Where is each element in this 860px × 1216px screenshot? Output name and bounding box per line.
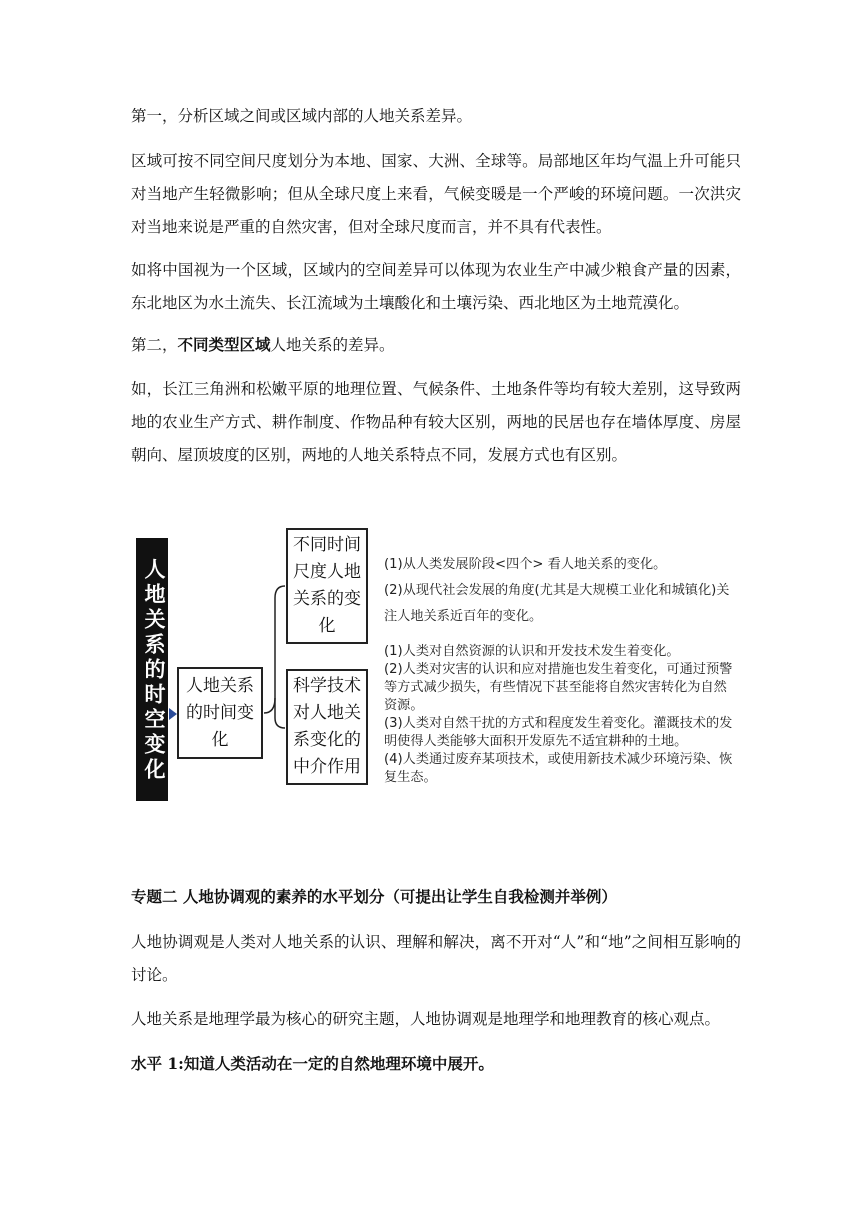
paragraph-1: 第一，分析区域之间或区域内部的人地关系差异。: [131, 107, 473, 125]
section-2-paragraph-1: 人地协调观是人类对人地关系的认识、理解和解决，离不开对“人”和“地”之间相互影响的讨论。: [131, 933, 741, 984]
diagram-bottom-box-text: 科学技术对人地关系变化的中介作用: [293, 676, 361, 777]
diagram-top-notes: [384, 552, 734, 630]
section-2-paragraph-2: 人地关系是地理学最为核心的研究主题，人地协调观是地理学和地理教育的核心观点。: [131, 1010, 721, 1028]
bottom-note-2: (2)人类对灾害的认识和应对措施也发生着变化，可通过预警等方式减少损失，有些情况下甚至能将自然灾害转化为自然资源。: [384, 662, 733, 713]
paragraph-2: 区域可按不同空间尺度划分为本地、国家、大洲、全球等。局部地区年均气温上升可能只对当地产生轻微影响；但从全球尺度上来看，气候变暖是一个严峻的环境问题。一次洪灾对当地来说是严重的自然灾害，但对全球尺度而言，并不具有代表性。: [131, 152, 741, 236]
concept-diagram: [134, 528, 734, 818]
diagram-bottom-box: [286, 669, 368, 785]
diagram-mid-box-text: 人地关系的时间变化: [186, 675, 254, 750]
paragraph-4-suffix: 人地关系的差异。: [270, 336, 395, 354]
bottom-note-1: (1)人类对自然资源的认识和开发技术发生着变化。: [384, 644, 680, 659]
diagram-bottom-notes: [384, 643, 734, 787]
section-2-heading: 专题二 人地协调观的素养的水平划分（可提出让学生自我检测并举例）: [131, 887, 617, 906]
paragraph-4-prefix: 第二，: [131, 336, 178, 354]
bottom-note-4: (4)人类通过废弃某项技术，或使用新技术减少环境污染、恢复生态。: [384, 752, 733, 785]
diagram-vertical-title: 人地关系的时空变化: [136, 538, 168, 801]
diagram-mid-box: [177, 667, 263, 759]
diagram-top-box-text: 不同时间尺度人地关系的变化: [293, 535, 361, 636]
arrow-right-icon: [169, 708, 177, 720]
paragraph-3: 如将中国视为一个区域，区域内的空间差异可以体现为农业生产中减少粮食产量的因素，东北地区为水土流失、长江流域为土壤酸化和土壤污染、西北地区为土地荒漠化。: [131, 261, 741, 312]
diagram-top-box: [286, 528, 368, 644]
bottom-note-3: (3)人类对自然干扰的方式和程度发生着变化。灌溉技术的发明使得人类能够大面积开发原先不适宜耕种的土地。: [384, 716, 733, 749]
paragraph-4-bold: 不同类型区域: [177, 335, 271, 354]
bracket-icon: [263, 568, 288, 748]
level-1-heading: 水平 1:知道人类活动在一定的自然地理环境中展开。: [131, 1054, 494, 1073]
paragraph-4: [131, 328, 741, 362]
top-note-1: (1)从人类发展阶段<四个> 看人地关系的变化。: [384, 557, 667, 572]
paragraph-5: 如，长江三角洲和松嫩平原的地理位置、气候条件、土地条件等均有较大差别，这导致两地的农业生产方式、耕作制度、作物品种有较大区别，两地的民居也存在墙体厚度、房屋朝向、屋顶坡度的区别，两地的人地关系特点不同，发展方式也有区别。: [131, 380, 741, 464]
top-note-2: (2)从现代社会发展的角度(尤其是大规模工业化和城镇化)关注人地关系近百年的变化。: [384, 583, 730, 624]
